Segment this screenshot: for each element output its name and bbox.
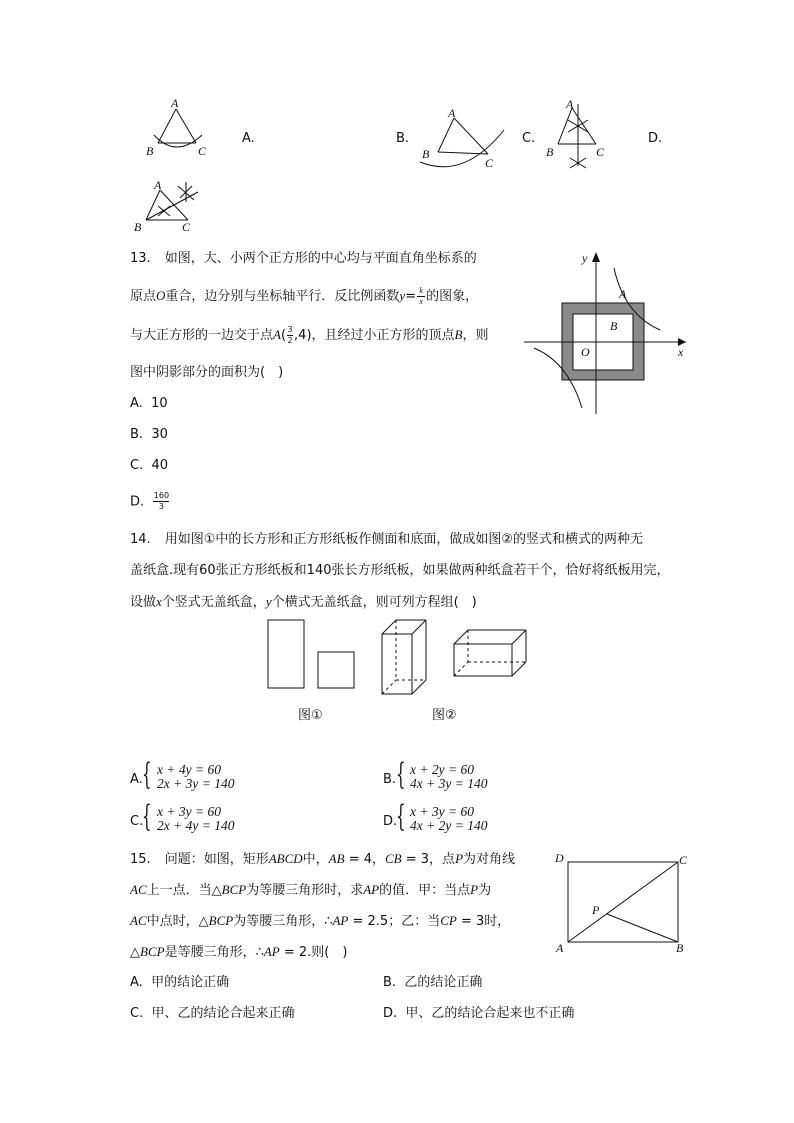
q14-text-3b: 个竖式无盖纸盒， — [161, 595, 266, 610]
q15-line-1 — [130, 851, 515, 868]
q14-option-a-eq1[interactable]: x + 4y = 60 — [157, 762, 221, 777]
q15-var-ac-2: AC — [130, 913, 147, 928]
q13-var-y: y — [399, 288, 406, 303]
q14-option-a-eq2[interactable]: 2x + 3y = 140 — [157, 776, 235, 791]
q12-a-label-c: C — [198, 144, 207, 158]
q15-triangle-2: △ — [198, 914, 209, 929]
q12-a-label-a: A — [171, 96, 179, 110]
q12-d-label-b: B — [134, 220, 142, 234]
q15-opt-d-letter: D. — [383, 1006, 398, 1021]
q13-line-2 — [130, 285, 479, 306]
q12-c-label-b: B — [546, 145, 554, 159]
q14-fig1-caption: 图① — [298, 708, 323, 723]
q15-fig-p: P — [592, 903, 600, 917]
q15-opt-b-letter: B. — [383, 975, 397, 990]
q13-frac2-num: 3 — [287, 324, 293, 334]
q13-opt-d-fraction — [152, 491, 170, 511]
q13-fig-axis-x: x — [678, 345, 684, 359]
q15-fig-a: A — [556, 941, 564, 955]
q12-c-label-a: A — [566, 98, 574, 111]
q12-figure-a — [140, 95, 215, 160]
q12-option-b[interactable]: B. — [396, 131, 410, 146]
q15-text-3a: 中点时， — [146, 914, 199, 929]
q12-option-a[interactable]: A. — [242, 131, 255, 146]
q13-opt-b-text: 30 — [151, 427, 168, 442]
q13-opt-c-letter: C. — [130, 458, 144, 473]
q15-text-3b: 为等腰三角形，∴ — [233, 914, 333, 929]
q15-text-2c: 的值．甲：当点 — [379, 883, 471, 898]
q15-var-bcp-2: BCP — [208, 913, 234, 928]
q13-optd-num: 160 — [153, 491, 170, 500]
q12-d-label-c: C — [182, 220, 191, 234]
q13-option-c[interactable] — [130, 458, 168, 474]
q13-line-4: 图中阴影部分的面积为( ) — [130, 365, 284, 380]
q13-opt-a-letter: A. — [130, 396, 143, 411]
q13-paren-open: ( — [280, 328, 287, 343]
q14-option-d-brace: { — [396, 799, 406, 834]
q13-var-o: O — [156, 288, 166, 303]
q15-text-2d: 为 — [478, 883, 492, 898]
q15-option-d[interactable] — [383, 1006, 574, 1022]
q12-d-label-a: A — [154, 178, 162, 192]
q13-fig-point-b: B — [610, 319, 618, 333]
q14-option-c-eq1[interactable]: x + 3y = 60 — [157, 804, 221, 819]
q15-triangle-1: △ — [211, 883, 222, 898]
q15-opt-c-text: 甲、乙的结论合起来正确 — [151, 1006, 295, 1021]
q12-b-label-a: A — [448, 106, 456, 120]
q14-option-a-brace: { — [142, 757, 152, 792]
q12-option-c[interactable]: C. — [522, 131, 536, 146]
q14-option-d-eq1[interactable]: x + 3y = 60 — [410, 804, 474, 819]
q14-text-3a: 设做 — [130, 595, 157, 610]
q15-var-p-2: P — [470, 882, 479, 897]
q15-text-1a: 问题：如图，矩形 — [164, 852, 269, 867]
q14-option-b-eq2[interactable]: 4x + 3y = 140 — [410, 776, 488, 791]
q14-option-c-letter[interactable]: C. — [130, 814, 144, 829]
q13-frac-num: k — [419, 285, 423, 295]
q14-option-c-brace: { — [142, 799, 152, 834]
q13-opt-d-letter: D. — [130, 494, 145, 510]
q14-option-b-brace: { — [396, 757, 406, 792]
q13-equals: = — [405, 289, 417, 304]
q14-text-3c: 个横式无盖纸盒，则可列方程组( ) — [271, 595, 477, 610]
q15-var-bcp-1: BCP — [221, 882, 247, 897]
q14-text-1: 用如图①中的长方形和正方形纸板作侧面和底面，做成如图②的竖式和横式的两种无 — [164, 532, 643, 547]
q13-text-3c: ，则 — [462, 328, 489, 343]
q15-var-ap-1: AP — [363, 882, 380, 897]
q15-line-4 — [130, 944, 347, 961]
q12-option-d[interactable]: D. — [648, 131, 663, 146]
q15-fig-d: D — [555, 851, 564, 865]
q13-optd-den: 3 — [158, 502, 164, 511]
q13-option-a[interactable] — [130, 396, 168, 412]
q13-text-3b: ，且经过小正方形的顶点 — [311, 328, 455, 343]
q14-var-y: y — [265, 594, 272, 609]
q14-option-a-letter[interactable]: A. — [130, 772, 143, 787]
q15-opt-a-text: 甲的结论正确 — [151, 975, 230, 990]
q15-text-2a: 上一点．当 — [146, 883, 212, 898]
q15-text-3d: = 3时， — [456, 914, 511, 929]
q13-line-3 — [130, 324, 489, 345]
q15-option-b[interactable] — [383, 975, 482, 991]
q13-paren-close: ,4) — [294, 328, 312, 343]
q15-text-3c: = 2.5；乙：当 — [348, 914, 441, 929]
q15-opt-b-text: 乙的结论正确 — [404, 975, 483, 990]
q13-line-1 — [130, 251, 477, 267]
q14-figures — [260, 612, 550, 702]
q14-option-d-eq2[interactable]: 4x + 2y = 140 — [410, 818, 488, 833]
q14-line-3 — [130, 594, 477, 611]
q15-opt-d-text: 甲、乙的结论合起来也不正确 — [405, 1006, 575, 1021]
q15-opt-a-letter: A. — [130, 975, 143, 990]
q13-coordinate-figure — [520, 248, 700, 418]
q12-b-label-b: B — [422, 147, 430, 161]
q14-line-1 — [130, 532, 643, 548]
q15-option-c[interactable] — [130, 1006, 295, 1022]
q13-text-2b: 重合，边分别与坐标轴平行．反比例函数 — [165, 289, 400, 304]
q13-frac-den: x — [419, 296, 423, 306]
q15-option-a[interactable] — [130, 975, 229, 991]
q13-fraction-3-2 — [286, 324, 294, 345]
q13-text-3a: 与大正方形的一边交于点 — [130, 328, 274, 343]
q13-text-2a: 原点 — [130, 289, 157, 304]
q13-opt-c-text: 40 — [151, 458, 169, 473]
q15-line-3 — [130, 913, 510, 930]
q13-option-b[interactable] — [130, 427, 168, 443]
q15-text-1b: 中， — [302, 852, 329, 867]
q13-opt-a-text: 10 — [151, 396, 168, 411]
q12-b-label-c: C — [485, 156, 494, 170]
q15-var-ap-2: AP — [332, 913, 349, 928]
q13-number: 13. — [130, 251, 151, 266]
q12-figure-b — [416, 100, 511, 180]
q12-c-label-c: C — [596, 145, 605, 159]
q13-option-d[interactable] — [130, 491, 170, 511]
q15-opt-c-letter: C. — [130, 1006, 144, 1021]
q15-var-cb: CB — [385, 851, 402, 866]
q13-fig-axis-y: y — [582, 251, 588, 265]
q15-text-1d: = 3，点 — [401, 852, 456, 867]
q15-rectangle-figure — [552, 848, 702, 958]
q13-opt-b-letter: B. — [130, 427, 144, 442]
q14-var-x: x — [156, 594, 162, 609]
q15-triangle-3: △ — [130, 945, 140, 960]
q15-var-cp: CP — [440, 913, 457, 928]
q14-line-2: 盖纸盒.现有60张正方形纸板和140张长方形纸板，如果做两种纸盒若干个，恰好将纸板用完， — [130, 563, 670, 578]
q14-option-c-eq2[interactable]: 2x + 4y = 140 — [157, 818, 235, 833]
q13-var-a: A — [273, 327, 281, 342]
q15-text-4b: = 2.则( ) — [279, 945, 348, 960]
q15-text-4a: 是等腰三角形，∴ — [164, 945, 264, 960]
q15-text-2b: 为等腰三角形时，求 — [246, 883, 364, 898]
q15-line-2 — [130, 882, 491, 899]
q15-var-p: P — [455, 851, 464, 866]
q15-var-ac-1: AC — [130, 882, 147, 897]
q15-var-ab: AB — [328, 851, 345, 866]
q14-option-d-letter[interactable]: D. — [383, 814, 398, 829]
q14-option-b-eq1[interactable]: x + 2y = 60 — [410, 762, 474, 777]
q15-var-abcd: ABCD — [268, 851, 303, 866]
q13-text-1: 如图，大、小两个正方形的中心均与平面直角坐标系的 — [164, 251, 477, 266]
q12-figure-c — [542, 98, 617, 172]
q12-figure-d — [130, 176, 205, 234]
q15-text-1c: = 4， — [344, 852, 385, 867]
q15-text-1e: 为对角线 — [463, 852, 516, 867]
q12-a-label-b: B — [146, 144, 154, 158]
q15-var-ap-3: AP — [263, 944, 280, 959]
q15-fig-b: B — [676, 941, 684, 955]
q14-option-b-letter[interactable]: B. — [383, 772, 397, 787]
q13-var-b: B — [454, 327, 463, 342]
q13-fig-origin-o: O — [581, 345, 590, 359]
q14-number: 14. — [130, 532, 151, 547]
q13-frac2-den: 2 — [287, 335, 293, 345]
q15-number: 15. — [130, 852, 151, 867]
q14-fig2-caption: 图② — [432, 708, 457, 723]
q13-fraction-kx — [416, 285, 426, 306]
q13-text-2c: 的图象， — [426, 289, 479, 304]
q15-fig-c: C — [679, 853, 688, 867]
q13-fig-point-a: A — [619, 287, 627, 301]
q15-var-bcp-3: BCP — [140, 944, 165, 959]
